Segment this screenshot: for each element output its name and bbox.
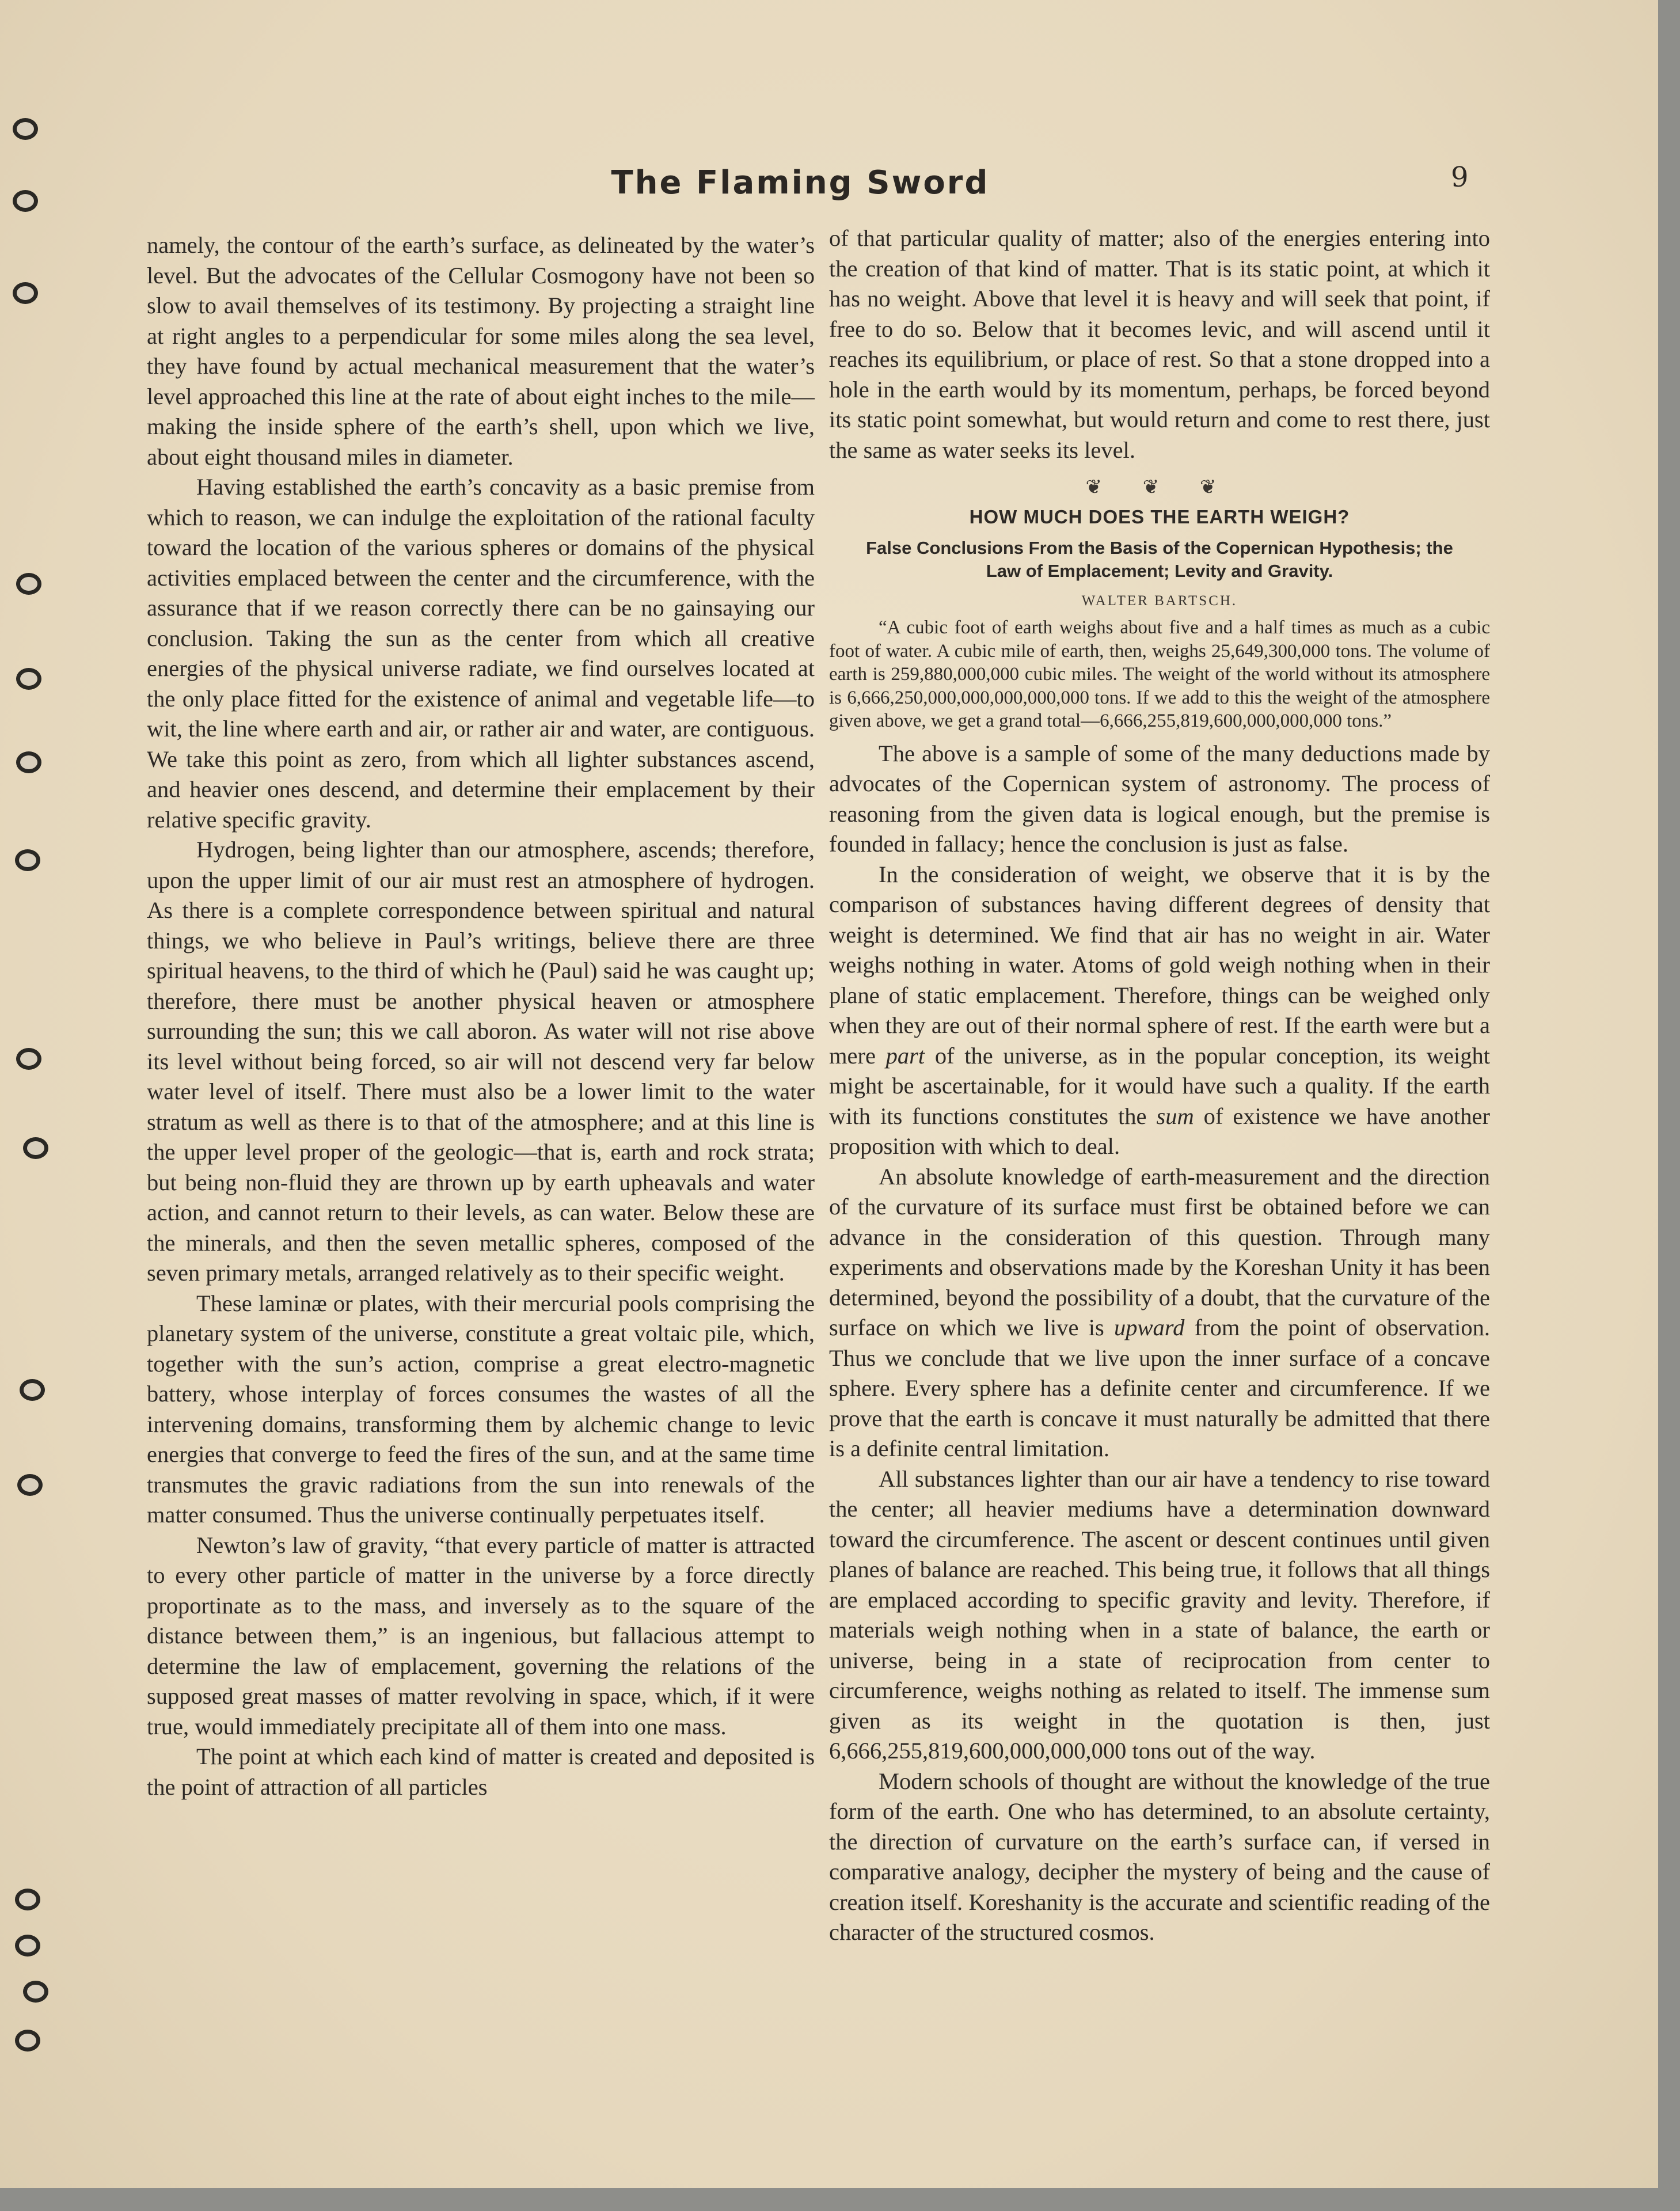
- paragraph: The above is a sample of some of the many deductions made by advocates of the Copernican system of astronomy. The process of reasoning from the given data is logical enough, but the premise is founded in fallacy; hence the conclusion is just as false.: [829, 740, 1490, 857]
- paragraph: Modern schools of thought are without the knowledge of the true form of the earth. One who has determined, to an absolute certainty, the direction of curvature on the earth’s surface can, if versed in comparative analogy, decipher the mystery of being and the cause of creation itself. Koreshanity is the accurate and scientific reading of the character of the structured cosmos.: [829, 1768, 1490, 1945]
- paragraph: of that particular quality of matter; also of the energies entering into the creation of that kind of matter. That is its static point, at which it has no weight. Above that level it is heavy and will seek that point, if free to do so. Below that it becomes levic, and will ascend until it reaches its equilibrium, or place of rest. So that a stone dropped into a hole in the earth would by its momentum, perhaps, be forced beyond its static point somewhat, but would return and come to rest there, just the same as water seeks its level.: [829, 225, 1490, 463]
- binding-hole: [17, 1474, 43, 1496]
- binding-hole: [16, 668, 41, 690]
- binding-hole: [15, 849, 40, 871]
- text-run: from the point of observation. Thus we conclude that we live upon the inner surface of a concave sphere. Every sphere has a definite center and circumference. If we prove that the earth is concave it must naturally be admitted that there is a definite central limitation.: [829, 1315, 1491, 1461]
- ornament-divider: ❦ ❦ ❦: [1085, 476, 1234, 499]
- binding-hole: [15, 1889, 40, 1910]
- binding-hole: [23, 1981, 48, 2003]
- binding-hole: [13, 190, 38, 212]
- article-title: HOW MUCH DOES THE EARTH WEIGH?: [969, 506, 1350, 527]
- scan-edge: [0, 2188, 1680, 2211]
- paragraph: [829, 1162, 1490, 1464]
- paragraph: These laminæ or plates, with their mercurial pools comprising the planetary system of the universe, constitute a great voltaic pile, which, together with the sun’s action, comprise a great electro-magnetic battery, whose interplay of forces consumes the wastes of all the intervening domains, transforming them by alchemic change to levic energies that converge to feed the fires of the sun, and at the same time transmutes the gravic radiations from the sun into renewals of the matter consumed. Thus the universe continually perpetuates itself.: [147, 1290, 815, 1528]
- binding-hole: [16, 1048, 41, 1070]
- binding-hole: [13, 282, 38, 304]
- binding-hole: [23, 1137, 48, 1159]
- paragraph: [829, 860, 1490, 1162]
- text-run: An absolute knowledge of earth-measurement and the direction of the curvature of its surface must first be obtained before we can advance in the consideration of this question. Through many experiments and observations made by the Koreshan Unity it has been determined, beyond the possibility of a doubt, that the curvature of the surface on which we live is: [829, 1163, 1490, 1340]
- paragraph: Having established the earth’s concavity as a basic premise from which to reason, we can indulge the exploitation of the rational faculty toward the location of the various spheres or domains of the physical activities emplaced between the center and the circumference, with the assurance that if we reason correctly there can be no gainsaying our conclusion. Taking the sun as the center from which all creative energies of the physical universe radiate, we find ourselves located at the only place fitted for the existence of animal and vegetable life—to wit, the line where earth and air, or rather air and water, are contiguous. We take this point as zero, from which all lighter substances ascend, and heavier ones descend, and determine their emplacement by their relative specific gravity.: [147, 474, 815, 833]
- emphasis: part: [885, 1042, 925, 1069]
- paragraph: Hydrogen, being lighter than our atmosphere, ascends; therefore, upon the upper limit of our air must rest an atmosphere of hydrogen. As there is a complete correspondence between spiritual and natural things, we who believe in Paul’s writings, believe there are three spiritual heavens, to the third of which he (Paul) said he was caught up; therefore, there must be another physical heaven or atmosphere surrounding the sun; this we call aboron. As water will not rise above its level without being forced, so air will not descend very far below water level of itself. There must also be a lower limit to the water stratum as well as there is to that of the atmosphere; and at this line is the upper level proper of the geologic—that is, earth and rock strata; but being non-fluid they are thrown up by earth upheavals and water action, and cannot return to their levels, as can water. Below these are the minerals, and then the seven metallic spheres, composed of the seven primary metals, arranged relatively as to their specific weight.: [147, 837, 815, 1286]
- right-column: [829, 223, 1490, 1948]
- author-byline: WALTER BARTSCH.: [1081, 593, 1238, 609]
- article-subtitle: False Conclusions From the Basis of the Copernican Hypothesis; the Law of Emplacement; Levity and Gravity.: [866, 538, 1453, 581]
- paragraph: namely, the contour of the earth’s surface, as delineated by the water’s level. But the advocates of the Cellular Cosmogony have not been so slow to avail themselves of its testimony. By projecting a straight line at right angles to a perpendicular for some miles along the sea level, they have found by actual mechanical measurement that the water’s level approached this line at the rate of about eight inches to the mile—making the inside sphere of the earth’s shell, upon which we live, about eight thousand miles in diameter.: [147, 232, 815, 470]
- binding-hole: [16, 751, 41, 773]
- binding-hole: [15, 1935, 40, 1957]
- quote-text: “A cubic foot of earth weighs about five and a half times as much as a cubic foot of water. A cubic mile of earth, then, weighs 25,649,300,000 tons. The volume of earth is 259,880,000,000 cubic miles. The weight of the world without its atmosphere is 6,666,250,000,000,000,000,000 tons. If we add to this the weight of the atmosphere given above, we get a grand total—6,666,255,819,600,000,000,000 tons.”: [829, 617, 1490, 731]
- binding-hole: [16, 573, 41, 595]
- text-run: of the universe, as in the popular conception, its weight might be ascertainable, for it would have such a quality. If the earth with its functions constitutes the: [829, 1042, 1491, 1129]
- emphasis: sum: [1156, 1103, 1194, 1129]
- binding-hole: [15, 2030, 40, 2052]
- scan-edge: [1658, 0, 1680, 2211]
- page-number: 9: [1451, 161, 1469, 193]
- binding-hole: [13, 118, 38, 140]
- block-quote: [829, 616, 1490, 733]
- text-run: In the consideration of weight, we observe that it is by the comparison of substances having different degrees of density that weight is determined. We find that air has no weight in air. Water weighs nothing in water. Atoms of gold weigh nothing when in their plane of static emplacement. Therefore, things can be weighed only when they are out of their normal sphere of rest. If the earth were but a mere: [829, 861, 1490, 1069]
- masthead-title: The Flaming Sword: [611, 164, 990, 202]
- emphasis: upward: [1114, 1315, 1185, 1340]
- paragraph: The point at which each kind of matter is created and deposited is the point of attraction of all particles: [147, 1743, 815, 1800]
- left-column: [147, 230, 815, 1802]
- binding-hole: [20, 1379, 45, 1401]
- paragraph: Newton’s law of gravity, “that every particle of matter is attracted to every other particle of matter in the universe by a force directly proportinate as to the mass, and inversely as to the square of the distance between them,” is an ingenious, but fallacious attempt to determine the law of emplacement, governing the relations of the supposed great masses of matter revolving in space, which, if it were true, would immediately precipitate all of them into one mass.: [147, 1532, 815, 1739]
- paragraph: All substances lighter than our air have a tendency to rise toward the center; all heavier mediums have a determination downward toward the circumference. The ascent or descent continues until given planes of balance are reached. This being true, it follows that all things are emplaced according to specific gravity and levity. Therefore, if materials weigh nothing when in a state of balance, the earth or universe, being in a state of reciprocation from center to circumference, weighs nothing as related to itself. The immense sum given as its weight in the quotation is then, just 6,666,255,819,600,000,000,000 tons out of the way.: [829, 1465, 1490, 1764]
- text-run: of existence we have another proposition with which to deal.: [829, 1103, 1490, 1159]
